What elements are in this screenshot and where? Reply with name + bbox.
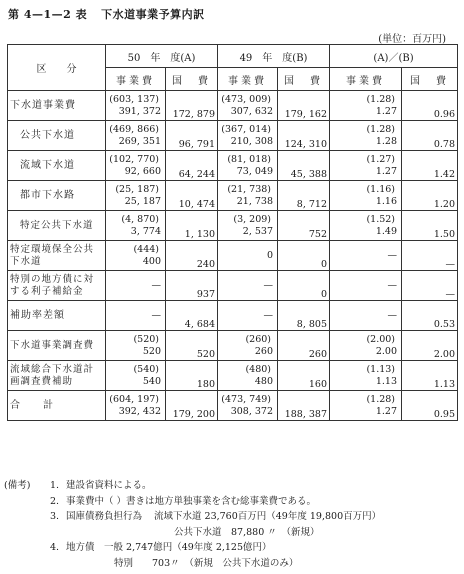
fy49-national-cost: 160	[278, 361, 330, 391]
fy50-project-cost	[106, 301, 166, 331]
row-label: 特定公共下水道	[8, 211, 106, 241]
project-cost: 1.27	[375, 165, 398, 177]
project-cost: —	[387, 309, 398, 321]
ratio-national-cost: —	[402, 241, 458, 271]
total-project-cost: (469, 866)	[109, 123, 159, 135]
fy49-national-cost: 45, 388	[278, 151, 330, 181]
total-project-cost: (1.52)	[366, 213, 396, 225]
project-cost: —	[263, 309, 273, 321]
project-cost: —	[263, 279, 273, 291]
table-row	[8, 361, 458, 391]
project-cost: 260	[254, 345, 273, 357]
fy49-project-cost	[218, 121, 278, 151]
header-kokuhi: 国 費	[166, 68, 218, 91]
header-jigyohi: 事業費	[218, 68, 278, 91]
total-project-cost: (2.00)	[366, 333, 396, 345]
fy49-national-cost: 179, 162	[278, 91, 330, 121]
row-label: 下水道事業費	[8, 91, 106, 121]
ratio-national-cost: 0.78	[402, 121, 458, 151]
fy50-national-cost: 179, 200	[166, 391, 218, 421]
fy50-national-cost: 96, 791	[166, 121, 218, 151]
fy49-project-cost	[218, 91, 278, 121]
remarks-label: (備考)	[4, 480, 31, 491]
note-4-detail: 特別 703〃 （新規 公共下水道のみ）	[114, 557, 299, 569]
total-project-cost: (603, 137)	[109, 93, 159, 105]
note-3-number: 3.	[50, 511, 60, 522]
fy50-national-cost: 180	[166, 361, 218, 391]
project-cost: 2, 537	[242, 225, 273, 237]
fy49-project-cost	[218, 241, 278, 271]
total-project-cost: (1.28)	[366, 123, 396, 135]
project-cost: 480	[254, 375, 273, 387]
fy50-national-cost: 520	[166, 331, 218, 361]
header-jigyohi: 事業費	[330, 68, 402, 91]
fy50-project-cost	[106, 271, 166, 301]
total-project-cost: (21, 738)	[227, 183, 271, 195]
fy49-project-cost	[218, 151, 278, 181]
ratio-project-cost	[330, 241, 402, 271]
row-label: 特別の地方債に対する利子補給金	[8, 271, 106, 301]
total-project-cost: (1.28)	[366, 393, 396, 405]
note-4: 地方債 一般 2,747億円（49年度 2,125億円）	[66, 542, 272, 553]
total-project-cost: (81, 018)	[227, 153, 271, 165]
note-3-detail-2: 公共下水道 87,880 〃 （新規）	[174, 526, 320, 538]
project-cost: 1.27	[375, 105, 398, 117]
ratio-project-cost	[330, 91, 402, 121]
fy50-project-cost	[106, 331, 166, 361]
ratio-project-cost	[330, 331, 402, 361]
ratio-project-cost	[330, 151, 402, 181]
fy49-national-cost: 8, 805	[278, 301, 330, 331]
header-fy50: 50 年 度(A)	[106, 45, 218, 68]
fy50-national-cost: 937	[166, 271, 218, 301]
total-project-cost: (102, 770)	[109, 153, 159, 165]
table-title-text: 下水道事業予算内訳	[101, 8, 205, 21]
project-cost: 540	[142, 375, 161, 387]
total-project-cost: (4, 870)	[121, 213, 159, 225]
fy50-national-cost: 64, 244	[166, 151, 218, 181]
ratio-national-cost: 1.20	[402, 181, 458, 211]
project-cost: 1.16	[375, 195, 398, 207]
project-cost: 269, 351	[118, 135, 161, 147]
table-title	[8, 6, 205, 22]
fy49-national-cost: 0	[278, 241, 330, 271]
header-fy49: 49 年 度(B)	[218, 45, 330, 68]
note-4-number: 4.	[50, 542, 60, 553]
fy50-project-cost	[106, 121, 166, 151]
fy50-national-cost: 1, 130	[166, 211, 218, 241]
ratio-project-cost	[330, 361, 402, 391]
ratio-national-cost: —	[402, 271, 458, 301]
total-project-cost: (1.16)	[366, 183, 396, 195]
ratio-project-cost	[330, 211, 402, 241]
fy50-national-cost: 4, 684	[166, 301, 218, 331]
table-row	[8, 271, 458, 301]
table-row	[8, 91, 458, 121]
total-project-cost: (473, 749)	[221, 393, 271, 405]
fy50-project-cost	[106, 181, 166, 211]
ratio-project-cost	[330, 391, 402, 421]
project-cost: —	[151, 309, 161, 321]
total-project-cost: (1.27)	[366, 153, 396, 165]
total-project-cost: (473, 009)	[221, 93, 271, 105]
project-cost: 2.00	[375, 345, 398, 357]
table-number: 第 4—1—2 表	[8, 8, 88, 21]
project-cost: 73, 049	[236, 165, 273, 177]
total-project-cost: (25, 187)	[115, 183, 159, 195]
note-3-label: 国庫債務負担行為	[66, 511, 143, 522]
ratio-project-cost	[330, 181, 402, 211]
project-cost: 3, 774	[130, 225, 161, 237]
fy49-project-cost	[218, 361, 278, 391]
fy50-national-cost: 10, 474	[166, 181, 218, 211]
total-project-cost: (444)	[133, 243, 159, 255]
row-label: 特定環境保全公共下水道	[8, 241, 106, 271]
fy49-project-cost	[218, 211, 278, 241]
ratio-national-cost: 0.95	[402, 391, 458, 421]
row-label: 補助率差額	[8, 301, 106, 331]
ratio-national-cost: 0.96	[402, 91, 458, 121]
total-project-cost: (367, 014)	[221, 123, 271, 135]
fy50-project-cost	[106, 211, 166, 241]
fy49-project-cost	[218, 301, 278, 331]
fy50-project-cost	[106, 91, 166, 121]
fy49-national-cost: 752	[278, 211, 330, 241]
project-cost: 21, 738	[236, 195, 273, 207]
fy49-national-cost: 8, 712	[278, 181, 330, 211]
ratio-project-cost	[330, 121, 402, 151]
table-row	[8, 121, 458, 151]
fy50-project-cost	[106, 241, 166, 271]
note-1: 建設省資料による。	[66, 480, 152, 491]
total-project-cost: (604, 197)	[109, 393, 159, 405]
budget-table	[7, 44, 458, 421]
ratio-national-cost: 1.42	[402, 151, 458, 181]
project-cost: 25, 187	[124, 195, 161, 207]
table-row	[8, 181, 458, 211]
ratio-national-cost: 1.50	[402, 211, 458, 241]
table-row	[8, 211, 458, 241]
total-project-cost: (540)	[133, 363, 159, 375]
project-cost: 520	[142, 345, 161, 357]
ratio-national-cost: 2.00	[402, 331, 458, 361]
project-cost: —	[387, 249, 398, 261]
fy49-national-cost: 0	[278, 271, 330, 301]
fy50-project-cost	[106, 361, 166, 391]
table-row	[8, 301, 458, 331]
fy49-national-cost: 124, 310	[278, 121, 330, 151]
fy49-project-cost	[218, 181, 278, 211]
header-category: 区 分	[8, 45, 106, 91]
project-cost: 308, 372	[230, 405, 273, 417]
project-cost: —	[151, 279, 161, 291]
header-jigyohi: 事業費	[106, 68, 166, 91]
fy49-national-cost: 188, 387	[278, 391, 330, 421]
header-ratio: (A)／(B)	[330, 45, 458, 68]
total-project-cost: (260)	[245, 333, 271, 345]
project-cost: 0	[266, 249, 273, 261]
fy49-national-cost: 260	[278, 331, 330, 361]
fy50-project-cost	[106, 391, 166, 421]
project-cost: 391, 372	[118, 105, 161, 117]
project-cost: 1.28	[375, 135, 398, 147]
header-kokuhi: 国 費	[278, 68, 330, 91]
project-cost: 210, 308	[230, 135, 273, 147]
ratio-project-cost	[330, 271, 402, 301]
fy50-project-cost	[106, 151, 166, 181]
row-label: 合 計	[8, 391, 106, 421]
note-1-number: 1.	[50, 480, 60, 491]
table-body	[8, 91, 458, 421]
fy49-project-cost	[218, 391, 278, 421]
fy50-national-cost: 240	[166, 241, 218, 271]
note-2-number: 2.	[50, 495, 60, 507]
project-cost: 392, 432	[118, 405, 161, 417]
total-project-cost: (520)	[133, 333, 159, 345]
project-cost: —	[387, 279, 398, 291]
row-label: 都市下水路	[8, 181, 106, 211]
header-kokuhi: 国 費	[402, 68, 458, 91]
fy49-project-cost	[218, 331, 278, 361]
project-cost: 1.27	[375, 405, 398, 417]
fy50-national-cost: 172, 879	[166, 91, 218, 121]
ratio-national-cost: 1.13	[402, 361, 458, 391]
ratio-project-cost	[330, 301, 402, 331]
table-row	[8, 241, 458, 271]
total-project-cost: (3, 209)	[233, 213, 271, 225]
fy49-project-cost	[218, 271, 278, 301]
unit-label: (単位：百万円)	[378, 34, 446, 45]
project-cost: 92, 660	[124, 165, 161, 177]
project-cost: 1.13	[375, 375, 398, 387]
project-cost: 1.49	[375, 225, 398, 237]
table-row	[8, 331, 458, 361]
row-label: 流域総合下水道計画調査費補助	[8, 361, 106, 391]
project-cost: 400	[142, 255, 161, 267]
row-label: 下水道事業調査費	[8, 331, 106, 361]
note-3-detail: 流域下水道 23,760百万円（49年度 19,800百万円）	[154, 511, 382, 522]
total-project-cost: (480)	[245, 363, 271, 375]
table-row	[8, 391, 458, 421]
project-cost: 307, 632	[230, 105, 273, 117]
total-project-cost: (1.28)	[366, 93, 396, 105]
ratio-national-cost: 0.53	[402, 301, 458, 331]
table-row	[8, 151, 458, 181]
row-label: 公共下水道	[8, 121, 106, 151]
note-2: 事業費中（ ）書きは地方単独事業を含む総事業費である。	[66, 495, 317, 507]
row-label: 流域下水道	[8, 151, 106, 181]
total-project-cost: (1.13)	[366, 363, 396, 375]
